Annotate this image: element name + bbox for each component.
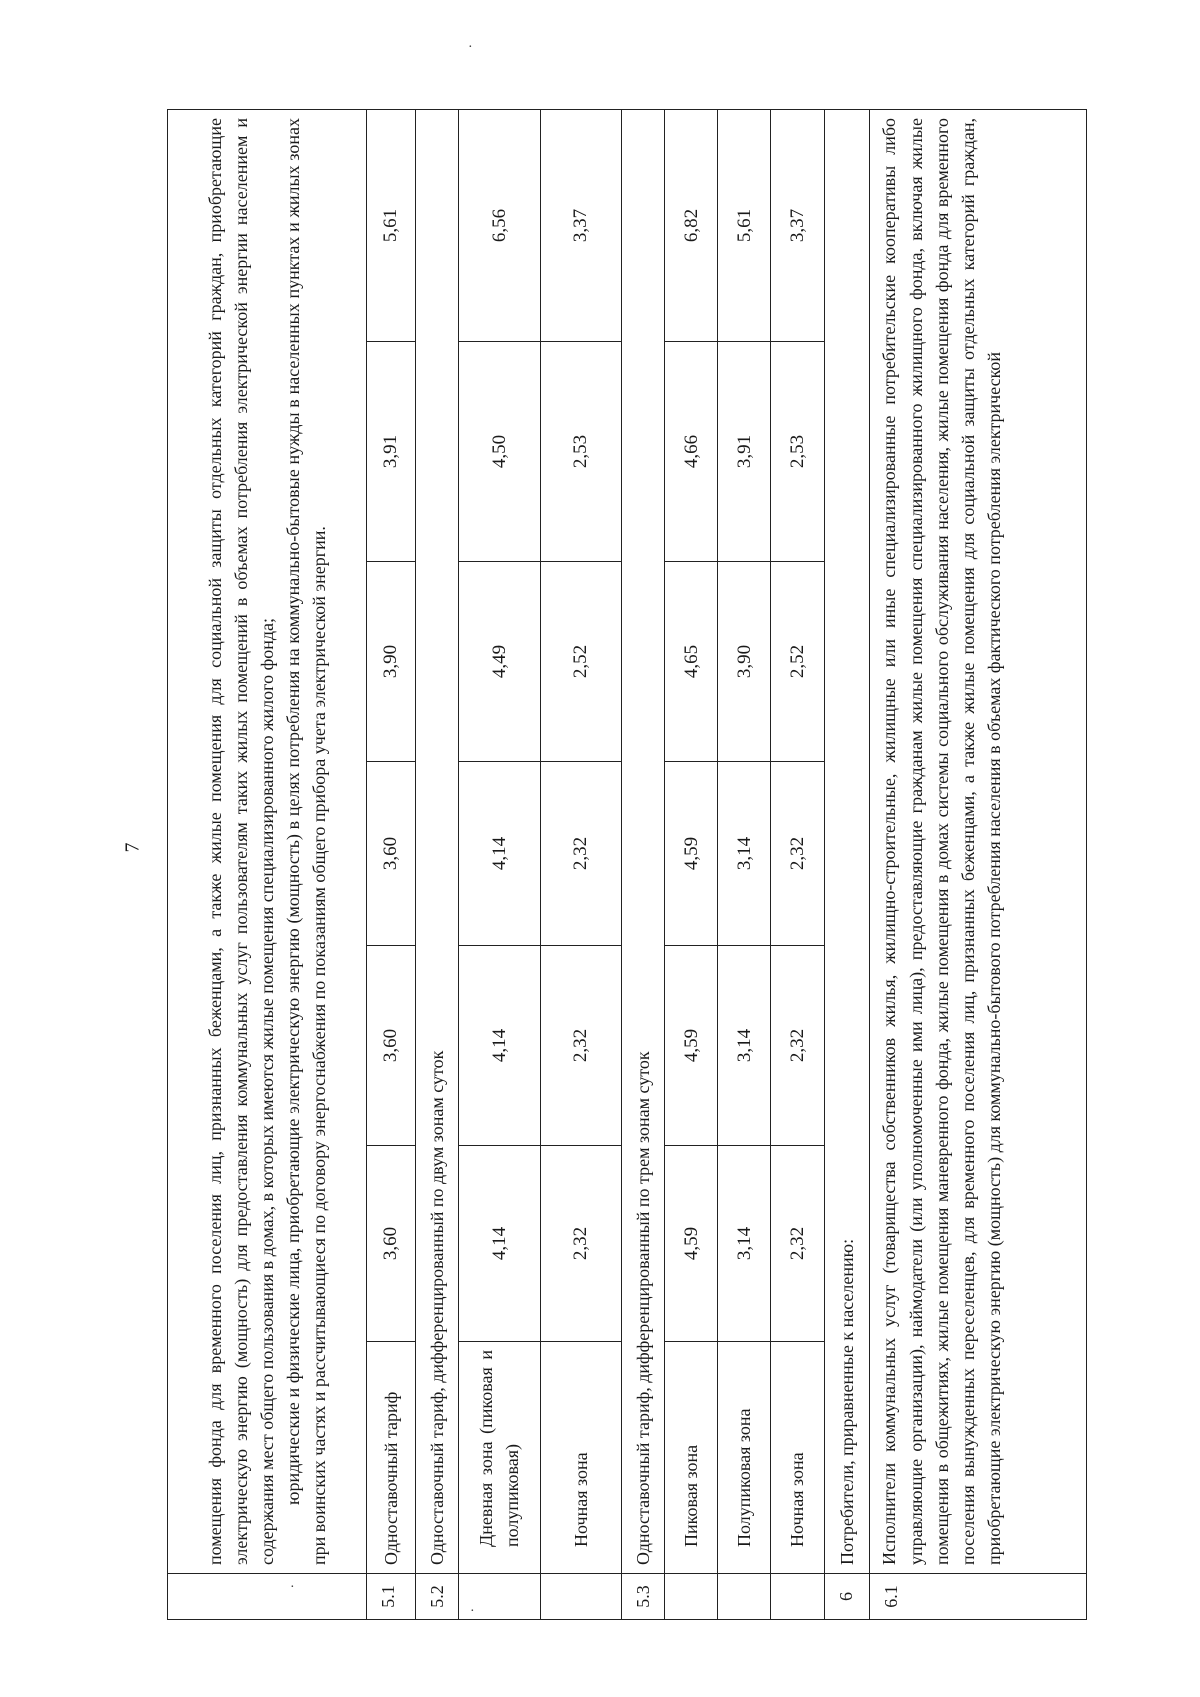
- tariff-table: [167, 109, 1087, 1620]
- value-cell: 3,60: [367, 762, 416, 946]
- value-cell: 2,32: [771, 762, 824, 946]
- row-label: Ночная зона: [540, 1342, 622, 1574]
- row-6-1-text: Исполнители коммунальных услуг (товарищества собственников жилья, жилищно-строительные, жилищные или иные специализированные потребительские кооперативы либо управляющие организации), наймодатели (или уполномоченные ими лица), предоставляющие гражданам жилые помещения специализированного жилищного фонда, включая жилые помещения в общежитиях, жилые помещения маневренного фонда, жилые помещения в домах системы социального обслуживания населения, жилые помещения фонда для временного поселения вынужденных переселенцев, для временного поселения лиц, признанных беженцами, а также жилые помещения для социальной защиты отдельных категорий граждан, приобретающие электрическую энергию (мощность) для коммунально-бытового потребления населения в объемах фактического потребления электрической: [870, 110, 1087, 1574]
- table-row-section: [416, 110, 459, 1620]
- value-cell: 3,90: [367, 562, 416, 762]
- scan-speck: ·: [470, 1604, 475, 1619]
- value-cell: 2,32: [771, 1146, 824, 1342]
- value-cell: 2,53: [771, 342, 824, 562]
- row-label: Полупиковая зона: [718, 1342, 771, 1574]
- row-label: Ночная зона: [771, 1342, 824, 1574]
- value-cell: 4,59: [665, 762, 718, 946]
- value-cell: 3,14: [718, 762, 771, 946]
- row-number: 6: [824, 1574, 870, 1620]
- value-cell: 6,56: [458, 110, 540, 342]
- scan-speck: ·: [468, 40, 473, 55]
- scan-speck: ·: [290, 1580, 295, 1595]
- value-cell: 2,52: [540, 562, 622, 762]
- value-cell: 4,50: [458, 342, 540, 562]
- value-cell: 4,49: [458, 562, 540, 762]
- table-row: [718, 110, 771, 1620]
- value-cell: 2,32: [540, 1146, 622, 1342]
- value-cell: 4,14: [458, 1146, 540, 1342]
- value-cell: 4,65: [665, 562, 718, 762]
- value-cell: 5,61: [718, 110, 771, 342]
- table-row-section: [824, 110, 870, 1620]
- value-cell: 2,52: [771, 562, 824, 762]
- value-cell: 3,91: [718, 342, 771, 562]
- value-cell: 4,14: [458, 946, 540, 1146]
- row-number: 5.3: [622, 1574, 665, 1620]
- row-number: [665, 1574, 718, 1620]
- table-row: [367, 110, 416, 1620]
- row-label: Пиковая зона: [665, 1342, 718, 1574]
- section-header: Одноставочный тариф, дифференцированный по трем зонам суток: [622, 110, 665, 1574]
- value-cell: 3,90: [718, 562, 771, 762]
- row-number: [718, 1574, 771, 1620]
- intro-text-cell: [168, 110, 367, 1574]
- value-cell: 3,37: [540, 110, 622, 342]
- row-number: 5.1: [367, 1574, 416, 1620]
- table-row: [665, 110, 718, 1620]
- row-number: 6.1: [870, 1574, 1087, 1620]
- value-cell: 2,53: [540, 342, 622, 562]
- value-cell: 4,66: [665, 342, 718, 562]
- table-row: [458, 110, 540, 1620]
- intro-paragraph-2: юридические и физические лица, приобретающие электрическую энергию (мощность) в целях потребления на коммунально-бытовые нужды в населенных пунктах и жилых зонах при воинских частях и рассчитывающиеся по договору энергоснабжения по показаниям общего прибора учета электрической энергии.: [283, 118, 330, 1565]
- value-cell: 3,14: [718, 946, 771, 1146]
- value-cell: 4,14: [458, 762, 540, 946]
- tariff-table-rotated: [167, 110, 1087, 1620]
- table-row: [540, 110, 622, 1620]
- value-cell: 5,61: [367, 110, 416, 342]
- intro-paragraph-1: помещения фонда для временного поселения лиц, признанных беженцами, а также жилые помещения для социальной защиты отдельных категорий граждан, приобретающие электрическую энергию (мощность) для предоставления коммунальных услуг пользователям таких жилых помещений в объемах потребления электрической энергии населением и содержания мест общего пользования в домах, в которых имеются жилые помещения специализированного жилого фонда;: [204, 118, 277, 1565]
- value-cell: 3,37: [771, 110, 824, 342]
- section-header: Потребители, приравненные к населению:: [824, 110, 870, 1574]
- value-cell: 3,60: [367, 1146, 416, 1342]
- table-row: [870, 110, 1087, 1620]
- row-label: Одноставочный тариф: [367, 1342, 416, 1574]
- value-cell: 4,59: [665, 1146, 718, 1342]
- table-row-section: [622, 110, 665, 1620]
- row-label: Дневная зона (пиковая и полупиковая): [458, 1342, 540, 1574]
- value-cell: 2,32: [540, 946, 622, 1146]
- table-row-intro: [168, 110, 367, 1620]
- value-cell: 3,14: [718, 1146, 771, 1342]
- value-cell: 6,82: [665, 110, 718, 342]
- value-cell: 4,59: [665, 946, 718, 1146]
- row-number: [771, 1574, 824, 1620]
- cell-num-empty: [168, 1574, 367, 1620]
- table-row: [771, 110, 824, 1620]
- value-cell: 2,32: [540, 762, 622, 946]
- value-cell: 3,60: [367, 946, 416, 1146]
- row-number: 5.2: [416, 1574, 459, 1620]
- row-number: [540, 1574, 622, 1620]
- section-header: Одноставочный тариф, дифференцированный по двум зонам суток: [416, 110, 459, 1574]
- value-cell: 2,32: [771, 946, 824, 1146]
- value-cell: 3,91: [367, 342, 416, 562]
- page-number: 7: [121, 842, 144, 853]
